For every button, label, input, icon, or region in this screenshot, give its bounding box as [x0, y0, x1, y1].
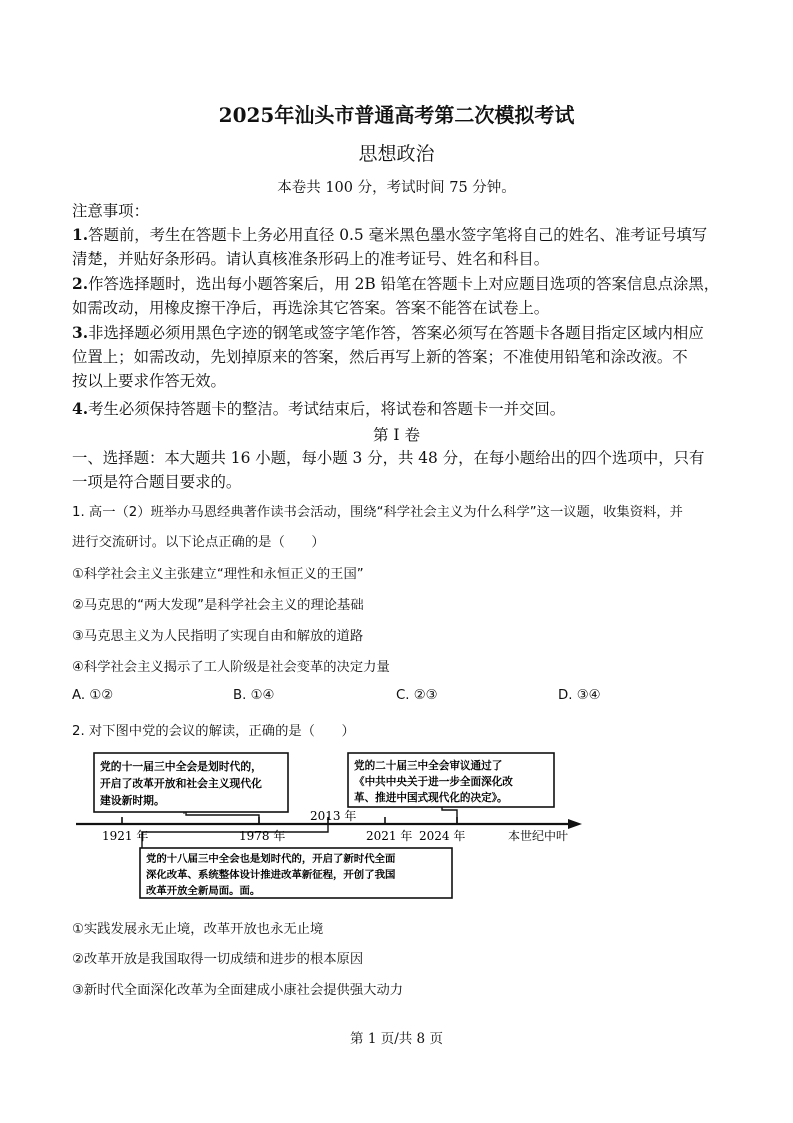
q1-statement-1: ①科学社会主义主张建立“理性和永恒正义的王国” — [72, 567, 364, 582]
timeline-box-3-line-3: 改革开放全新局面。面。 — [146, 885, 261, 897]
notice-heading: 注意事项： — [72, 202, 149, 220]
q1-statement-2: ②马克思的“两大发现”是科学社会主义的理论基础 — [72, 598, 364, 613]
q1-option-d: D. ③④ — [558, 688, 601, 703]
notice-item-3-num: 3. — [72, 324, 89, 342]
notice-item-1-num: 1. — [72, 226, 89, 244]
notice-item-2-line-2: 如需改动，用橡皮擦干净后，再选涂其它答案。答案不能答在试卷上。 — [72, 299, 550, 317]
part-heading: 第 I 卷 — [373, 426, 420, 444]
timeline-year-1921: 1921 年 — [102, 829, 149, 843]
notice-item-4-text: 考生必须保持答题卡的整洁。考试结束后，将试卷和答题卡一并交回。 — [88, 400, 566, 418]
timeline-box-2-line-2: 《中共中央关于进一步全面深化改 — [354, 776, 513, 788]
notice-item-2-num: 2. — [72, 275, 89, 293]
q1-stem-line-1: 1. 高一（2）班举办马恩经典著作读书会活动，围绕“科学社会主义为什么科学”这一议题，收集资料，并 — [72, 505, 683, 520]
q2-stem: 2. 对下图中党的会议的解读，正确的是（ ） — [72, 724, 355, 739]
notice-item-3-line-2: 位置上；如需改动，先划掉原来的答案，然后再写上新的答案；不准使用铅笔和涂改液。不 — [72, 348, 688, 366]
exam-subject: 思想政治 — [358, 143, 435, 165]
notice-item-1-text: 答题前，考生在答题卡上务必用直径 0.5 毫米黑色墨水签字笔将自己的姓名、准考证号填写 — [88, 226, 708, 244]
connector-2024 — [442, 807, 457, 824]
notice-item-4-line-1 — [72, 397, 565, 421]
timeline-box-3-line-2: 深化改革、系统整体设计推进改革新征程，开创了我国 — [146, 869, 396, 881]
timeline-box-1-line-3: 建设新时期。 — [100, 794, 165, 807]
q1-statement-4: ④科学社会主义揭示了工人阶级是社会变革的决定力量 — [72, 660, 390, 675]
timeline-arrow-icon — [568, 819, 582, 829]
notice-item-3-text: 非选择题必须用黑色字迹的钢笔或签字笔作答，答案必须写在答题卡各题目指定区域内相应 — [88, 324, 704, 342]
timeline-year-mid-century: 本世纪中叶 — [508, 829, 569, 843]
notice-item-2-text: 作答选择题时，选出每小题答案后，用 2B 铅笔在答题卡上对应题目选项的答案信息点涂黑， — [88, 275, 720, 293]
exam-info: 本卷共 100 分，考试时间 75 分钟。 — [277, 180, 516, 196]
q2-statement-3: ③新时代全面深化改革为全面建成小康社会提供强大动力 — [72, 983, 404, 998]
section-instruction-line-1: 一、选择题：本大题共 16 小题，每小题 3 分，共 48 分，在每小题给出的四个选项中，只有 — [72, 449, 705, 467]
timeline-box-1-line-1: 党的十一届三中全会是划时代的， — [100, 760, 262, 773]
q1-stem-line-2: 进行交流研讨。以下论点正确的是（ ） — [72, 535, 325, 550]
timeline-box-1-line-2: 开启了改革开放和社会主义现代化 — [100, 777, 262, 790]
q2-statement-2: ②改革开放是我国取得一切成绩和进步的根本原因 — [72, 952, 364, 967]
q1-statement-3: ③马克思主义为人民指明了实现自由和解放的道路 — [72, 629, 364, 644]
notice-item-2-line-1 — [72, 272, 719, 296]
timeline-box-2-line-3: 革、推进中国式现代化的决定》。 — [354, 792, 508, 804]
timeline-year-2024: 2024 年 — [419, 829, 466, 843]
notice-item-4-num: 4. — [72, 400, 89, 418]
q1-option-b: B. ①④ — [233, 688, 275, 703]
timeline-box-3-line-1: 党的十八届三中全会也是划时代的，开启了新时代全面 — [146, 853, 396, 865]
notice-item-3-line-3: 按以上要求作答无效。 — [72, 372, 226, 390]
timeline-box-2-line-1: 党的二十届三中全会审议通过了 — [354, 760, 503, 772]
timeline-year-2021: 2021 年 — [366, 829, 413, 843]
q1-option-c: C. ②③ — [396, 688, 438, 703]
timeline-year-1978: 1978 年 — [239, 829, 286, 843]
notice-item-3-line-1 — [72, 321, 704, 345]
connector-1978 — [186, 812, 259, 824]
notice-item-1-line-1 — [72, 223, 707, 247]
exam-title: 2025年汕头市普通高考第二次模拟考试 — [218, 103, 575, 127]
connector-2013 — [142, 824, 328, 848]
q2-statement-1: ①实践发展永无止境，改革开放也永无止境 — [72, 922, 324, 937]
q1-option-a: A. ①② — [72, 688, 114, 703]
section-instruction-line-2: 一项是符合题目要求的。 — [72, 473, 242, 491]
page-footer: 第 1 页/共 8 页 — [350, 1031, 443, 1047]
timeline-year-2013: 2013 年 — [310, 809, 357, 823]
q2-timeline-figure — [72, 748, 582, 900]
notice-item-1-line-2: 清楚，并贴好条形码。请认真核准条形码上的准考证号、姓名和科目。 — [72, 250, 550, 268]
